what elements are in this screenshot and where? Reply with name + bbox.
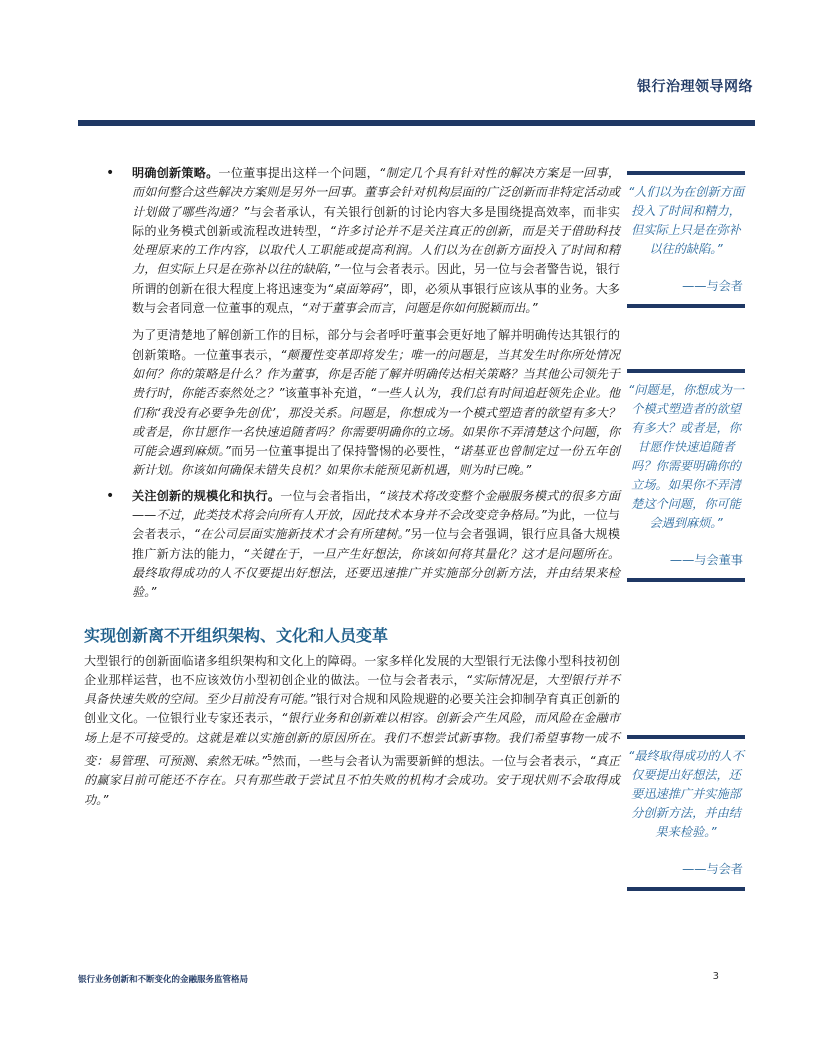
bullet-dot: • <box>106 487 115 504</box>
pull-quote-attribution: ——与会者 <box>682 862 743 876</box>
bullet-lead: 明确创新策略。 <box>132 166 219 180</box>
bullet-strategy-text: 明确创新策略。一位董事提出这样一个问题，“制定几个具有针对性的解决方案是一回事，而如何整合这些解决方案则是另外一回事。董事会针对机构层面的广泛创新而非特定活动或计划做了哪些沟通？”与会者承认，有关银行创新的讨论内容大多是围绕提高效率，而非实际的业务模式创新或流程改进转型，“许多讨论并不是关注真正的创新，而是关于借助科技处理原来的工作内容，以取代人工职能或提高利润。人们以为在创新方面投入了时间和精力，但实际上只是在弥补以往的缺陷，”一位与会者表示。因此，另一位与会者警告说，银行所谓的创新在很大程度上将迅速变为“桌面筹码”，即，必须从事银行应该从事的业务。大多数与会者同意一位董事的观点，“对于董事会而言，问题是你如何脱颖而出。” <box>132 166 620 316</box>
section-title: 实现创新离不开组织架构、文化和人员变革 <box>84 625 389 645</box>
header-title: 银行治理领导网络 <box>637 79 753 95</box>
page-number: 3 <box>712 971 719 982</box>
footer-title: 银行业务创新和不断变化的金融服务监管格局 <box>78 975 249 985</box>
bullet-lead: 关注创新的规模化和执行。 <box>132 488 281 503</box>
strategy-continuation: 为了更清楚地了解创新工作的目标，部分与会者呼吁董事会更好地了解并明确传达其银行的创新策略。一位董事表示，“颠覆性变革即将发生；唯一的问题是，当其发生时你所处情况如何？你的策略是什么？作为董事，你是否能了解并明确传达相关策略？当其他公司领先于贵行时，你能否泰然处之？”该董事补充道，“一些人认为，我们总有时间追赶领先企业。他们称‘我没有必要争先创优’，那没关系。问题是，你想成为一个模式塑造者的欲望有多大？或者是，你甘愿作一名快速追随者吗？你需要明确你的立场。如果你不弄清楚这个问题，你可能会遇到麻烦。”而另一位董事提出了保持警惕的必要性，“诺基亚也曾制定过一份五年创新计划。你该如何确保未错失良机？如果你未能预见新机遇，则为时已晚。” <box>132 328 620 478</box>
header-rule <box>78 120 755 126</box>
bullet-scaling <box>80 487 620 603</box>
main-content <box>80 164 620 810</box>
footnote-ref[interactable]: 5 <box>267 753 273 763</box>
bullet-scaling-text: 关注创新的规模化和执行。一位与会者指出，“该技术将改变整个金融服务模式的很多方面——不过，此类技术将会向所有人开放，因此技术本身并不会改变竞争格局。”为此，一位与会者表示，“在公司层面实施新技术才会有所建树。”另一位与会者强调，银行应具备大规模推广新方法的能力，“关键在于，一旦产生好想法，你该如何将其量化？这才是问题所在。最终取得成功的人不仅要提出好想法，还要迅速推广并实施部分创新方法，并由结果来检验。” <box>132 488 620 600</box>
pull-quote-text: “问题是，你想成为一个模式塑造者的欲望有多大？或者是，你甘愿作快速追随者吗？你需要明确你的立场。如果你不弄清楚这个问题，你可能会遇到麻烦。” <box>627 383 744 530</box>
pull-quote-text: “最终取得成功的人不仅要提出好想法，还要迅速推广并实施部分创新方法，并由结果来检验。” <box>627 749 744 839</box>
pull-quote-text: “人们以为在创新方面投入了时间和精力，但实际上只是在弥补以往的缺陷。” <box>627 185 744 256</box>
section-body: 大型银行的创新面临诸多组织架构和文化上的障碍。一家多样化发展的大型银行无法像小型科技初创企业那样运营，也不应该效仿小型初创企业的做法。一位与会者表示，“实际情况是，大型银行并不具备快速失败的空间。至少目前没有可能。”银行对合规和风险规避的必要关注会抑制孕育真正创新的创业文化。一位银行业专家还表示，“银行业务和创新难以相容。创新会产生风险，而风险在金融市场上是不可接受的。这就是难以实施创新的原因所在。我们不想尝试新事物。我们希望事物一成不变：易管理、可预测、索然无味。”$^5$然而，一些与会者认为需要新鲜的想法。一位与会者表示，“真正的赢家目前可能还不存在。只有那些敢于尝试且不怕失败的机构才会成功。安于现状则不会取得成功。” <box>84 653 620 807</box>
bullet-strategy <box>80 164 620 318</box>
bullet-dot: • <box>106 165 115 181</box>
pull-quote-attribution: ——与会董事 <box>669 553 743 567</box>
pull-quote-1 <box>627 171 745 308</box>
pull-quote-3 <box>627 735 745 891</box>
pull-quote-attribution: ——与会者 <box>682 279 743 293</box>
pull-quote-2 <box>627 369 745 582</box>
